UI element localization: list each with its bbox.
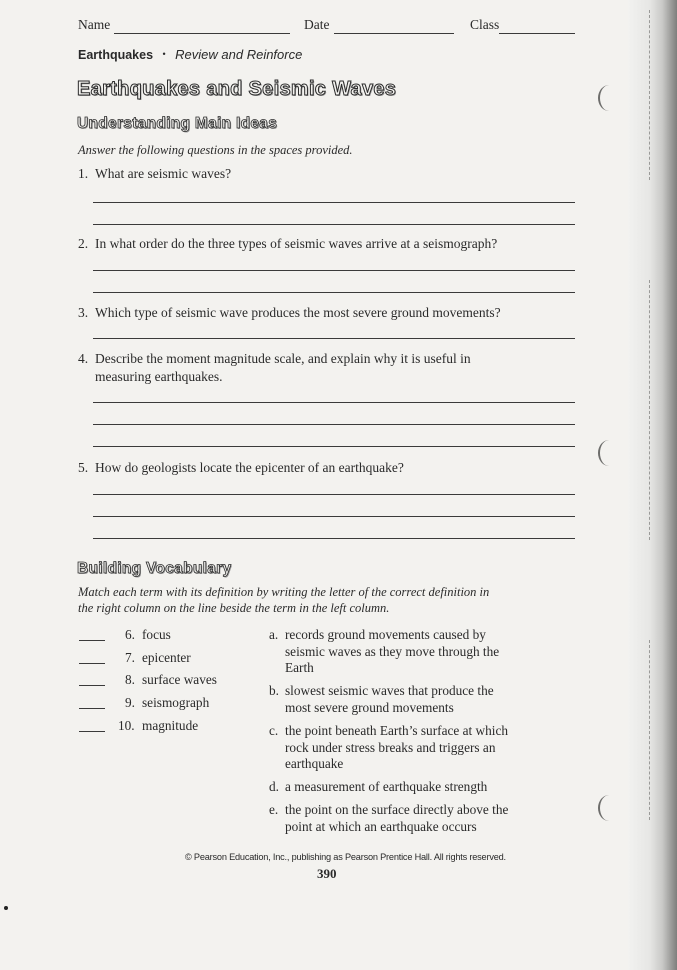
breadcrumb — [78, 47, 302, 62]
section-type-label: Review and Reinforce — [175, 47, 303, 62]
separator-bullet: • — [162, 49, 166, 59]
date-field[interactable] — [334, 33, 454, 34]
answer-line[interactable] — [93, 538, 575, 539]
vocab-term: magnitude — [142, 718, 199, 733]
question-number: 2. — [78, 236, 89, 251]
definition-text: the point on the surface directly above the point at which an earthquake occurs — [285, 802, 509, 834]
perforation-line — [649, 640, 651, 820]
definition-text: records ground movements caused by seismic waves as they move through the Earth — [285, 627, 500, 675]
definition-e — [269, 802, 524, 836]
question-number: 1. — [78, 166, 89, 181]
question-number: 4. — [78, 351, 89, 366]
definition-text: the point beneath Earth’s surface at which rock under stress breaks and triggers an earthquake — [285, 723, 509, 771]
perforation-line — [649, 280, 651, 540]
definition-b — [269, 683, 524, 717]
term-number: 7. — [125, 650, 135, 665]
answer-line[interactable] — [93, 402, 575, 403]
perforation-line — [649, 10, 651, 180]
question-text: In what order do the three types of seismic waves arrive at a seismograph? — [95, 236, 498, 251]
answer-blank[interactable] — [79, 731, 105, 732]
term-number: 8. — [125, 672, 135, 687]
question-text: What are seismic waves? — [95, 166, 232, 181]
copyright-notice: © Pearson Education, Inc., publishing as Pearson Prentice Hall. All rights reserved. — [185, 852, 506, 862]
definition-c — [269, 723, 524, 773]
answer-line[interactable] — [93, 270, 575, 271]
vocab-term: epicenter — [142, 650, 191, 665]
subject-label: Earthquakes — [78, 48, 154, 62]
question-4-continued: measuring earthquakes. — [95, 369, 223, 384]
definition-letter: a. — [269, 627, 279, 642]
definition-text: a measurement of earthquake strength — [285, 779, 488, 794]
vocab-term: focus — [142, 627, 171, 642]
scan-mark — [4, 906, 8, 910]
main-ideas-instructions: Answer the following questions in the spaces provided. — [78, 143, 353, 157]
class-field[interactable] — [499, 33, 575, 34]
definition-a — [269, 627, 524, 677]
question-3 — [78, 305, 501, 321]
answer-blank[interactable] — [79, 685, 105, 686]
question-4 — [78, 351, 471, 367]
main-ideas-heading: Understanding Main Ideas — [77, 115, 278, 132]
definition-letter: d. — [269, 779, 279, 794]
answer-line[interactable] — [93, 224, 575, 225]
name-field[interactable] — [114, 33, 290, 34]
vocabulary-instructions-line1: Match each term with its definition by writing the letter of the correct definition in — [78, 585, 490, 599]
definition-letter: e. — [269, 802, 279, 817]
date-label: Date — [304, 17, 330, 32]
term-number: 10. — [118, 718, 135, 733]
answer-line[interactable] — [93, 338, 575, 339]
answer-blank[interactable] — [79, 640, 105, 641]
question-1 — [78, 166, 231, 182]
vocab-term: seismograph — [142, 695, 210, 710]
question-number: 3. — [78, 305, 89, 320]
answer-blank[interactable] — [79, 663, 105, 664]
definition-letter: c. — [269, 723, 279, 738]
answer-line[interactable] — [93, 494, 575, 495]
answer-line[interactable] — [93, 446, 575, 447]
vocabulary-heading: Building Vocabulary — [77, 560, 232, 577]
term-number: 6. — [125, 627, 135, 642]
question-text: Which type of seismic wave produces the most severe ground movements? — [95, 305, 501, 320]
definition-d — [269, 779, 524, 797]
question-number: 5. — [78, 460, 89, 475]
definition-text: slowest seismic waves that produce the most severe ground movements — [285, 683, 494, 715]
page-title: Earthquakes and Seismic Waves — [77, 78, 397, 100]
binder-hole-icon — [598, 440, 620, 466]
answer-line[interactable] — [93, 516, 575, 517]
page-edge-shadow — [628, 0, 677, 970]
question-2 — [78, 236, 497, 252]
definition-letter: b. — [269, 683, 279, 698]
answer-line[interactable] — [93, 202, 575, 203]
name-label: Name — [78, 17, 111, 32]
question-text: How do geologists locate the epicenter of an earthquake? — [95, 460, 404, 475]
binder-hole-icon — [598, 795, 620, 821]
binder-hole-icon — [598, 85, 620, 111]
page-number: 390 — [317, 866, 337, 881]
vocabulary-instructions-line2: the right column on the line beside the term in the left column. — [78, 601, 390, 615]
answer-line[interactable] — [93, 292, 575, 293]
class-label: Class — [470, 17, 500, 32]
answer-line[interactable] — [93, 424, 575, 425]
question-text: Describe the moment magnitude scale, and explain why it is useful in — [95, 351, 471, 366]
term-number: 9. — [125, 695, 135, 710]
vocab-term: surface waves — [142, 672, 217, 687]
answer-blank[interactable] — [79, 708, 105, 709]
question-5 — [78, 460, 404, 476]
